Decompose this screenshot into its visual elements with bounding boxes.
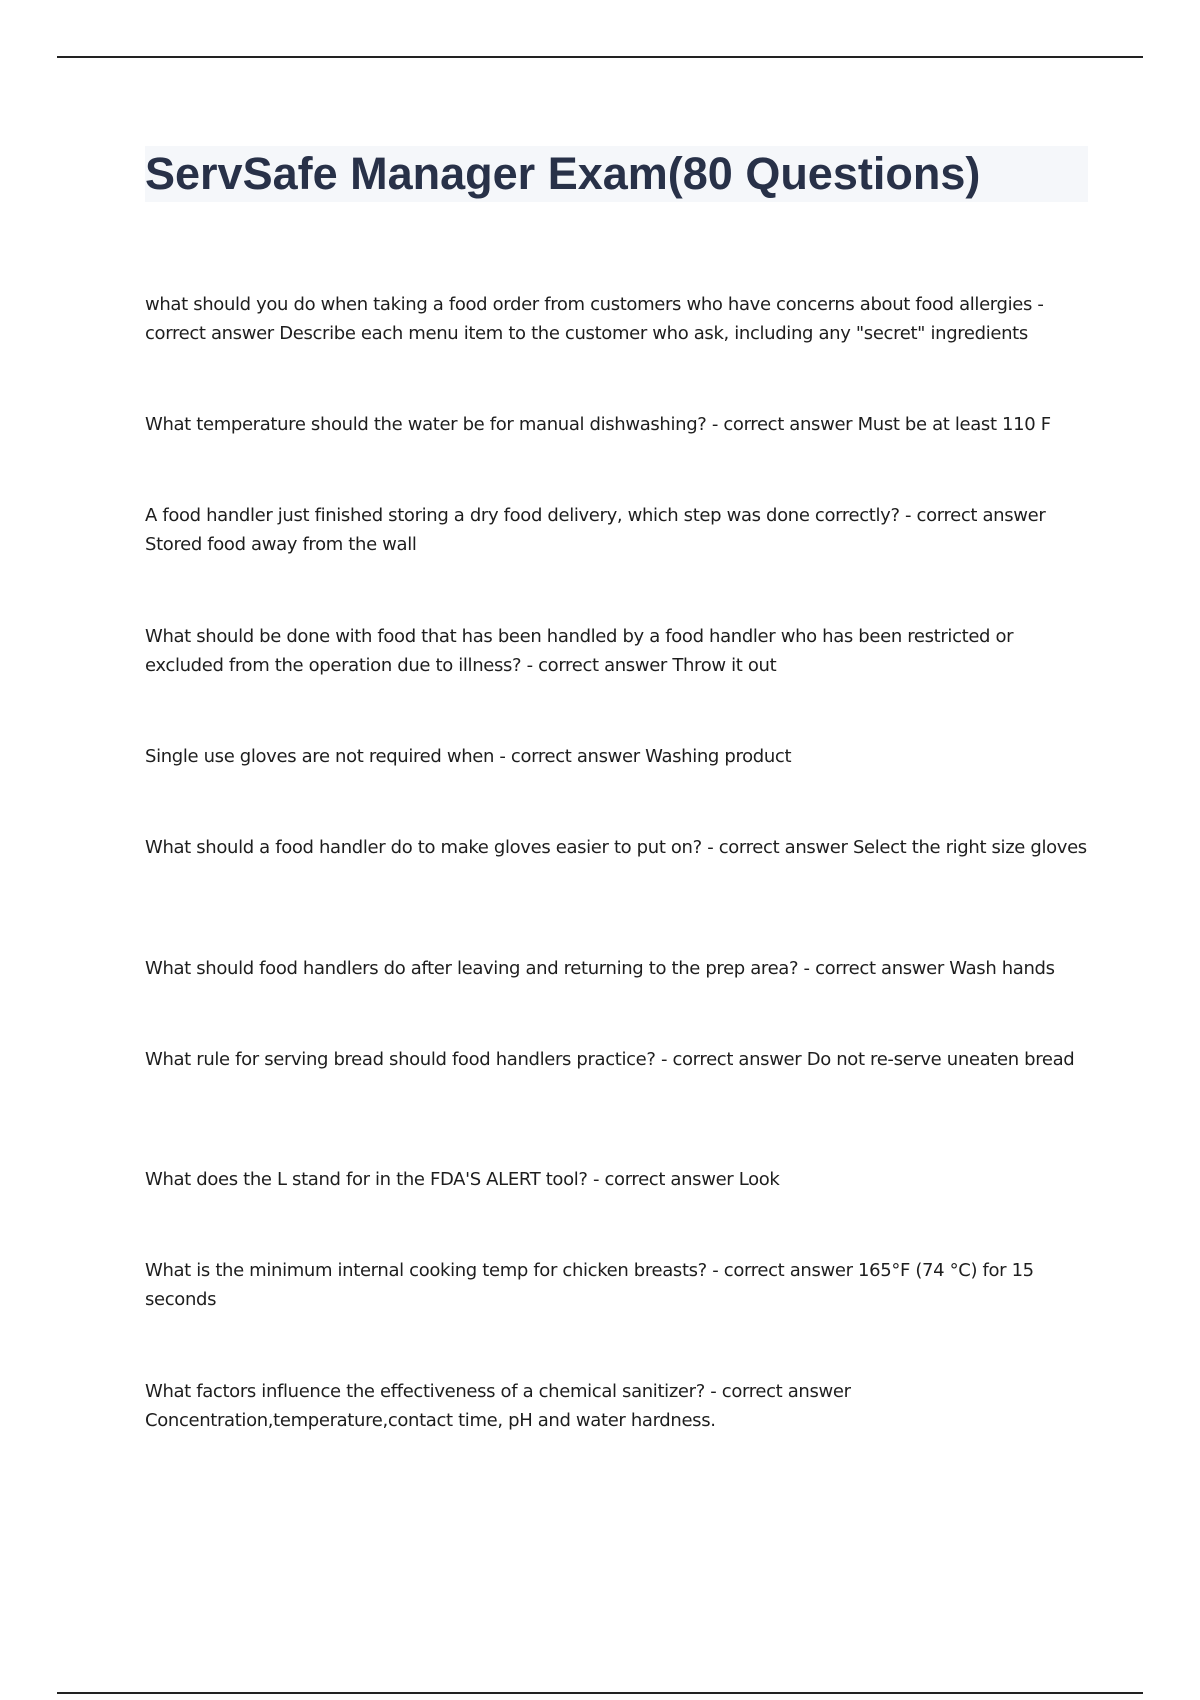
qa-item-7: What should food handlers do after leaving and returning to the prep area? - correct answer Wash hands	[145, 958, 1055, 979]
footer-rule	[57, 1692, 1143, 1694]
qa-item-3: A food handler just finished storing a dry food delivery, which step was done correctly? - correct answer Stored food away from the wall	[145, 505, 1046, 555]
header-rule	[57, 56, 1143, 58]
document-title: ServSafe Manager Exam(80 Questions)	[145, 148, 981, 199]
qa-item-4: What should be done with food that has been handled by a food handler who has been restricted or excluded from the operation due to illness? - correct answer Throw it out	[145, 626, 1014, 676]
qa-item-9: What does the L stand for in the FDA'S ALERT tool? - correct answer Look	[145, 1169, 780, 1190]
qa-item-10: What is the minimum internal cooking temp for chicken breasts? - correct answer 165°F (74 °C) for 15 seconds	[145, 1260, 1034, 1310]
qa-item-5: Single use gloves are not required when - correct answer Washing product	[145, 746, 792, 767]
qa-item-8: What rule for serving bread should food handlers practice? - correct answer Do not re-serve uneaten bread	[145, 1049, 1075, 1070]
qa-item-1: what should you do when taking a food order from customers who have concerns about food allergies - correct answer Describe each menu item to the customer who ask, including any "secret" ingredients	[145, 294, 1044, 344]
qa-item-6: What should a food handler do to make gloves easier to put on? - correct answer Select the right size gloves	[145, 837, 1087, 858]
qa-item-11: What factors influence the effectiveness of a chemical sanitizer? - correct answer Concentration,temperature,contact time, pH and water hardness.	[145, 1381, 851, 1431]
qa-item-2: What temperature should the water be for manual dishwashing? - correct answer Must be at least 110 F	[145, 414, 1051, 435]
